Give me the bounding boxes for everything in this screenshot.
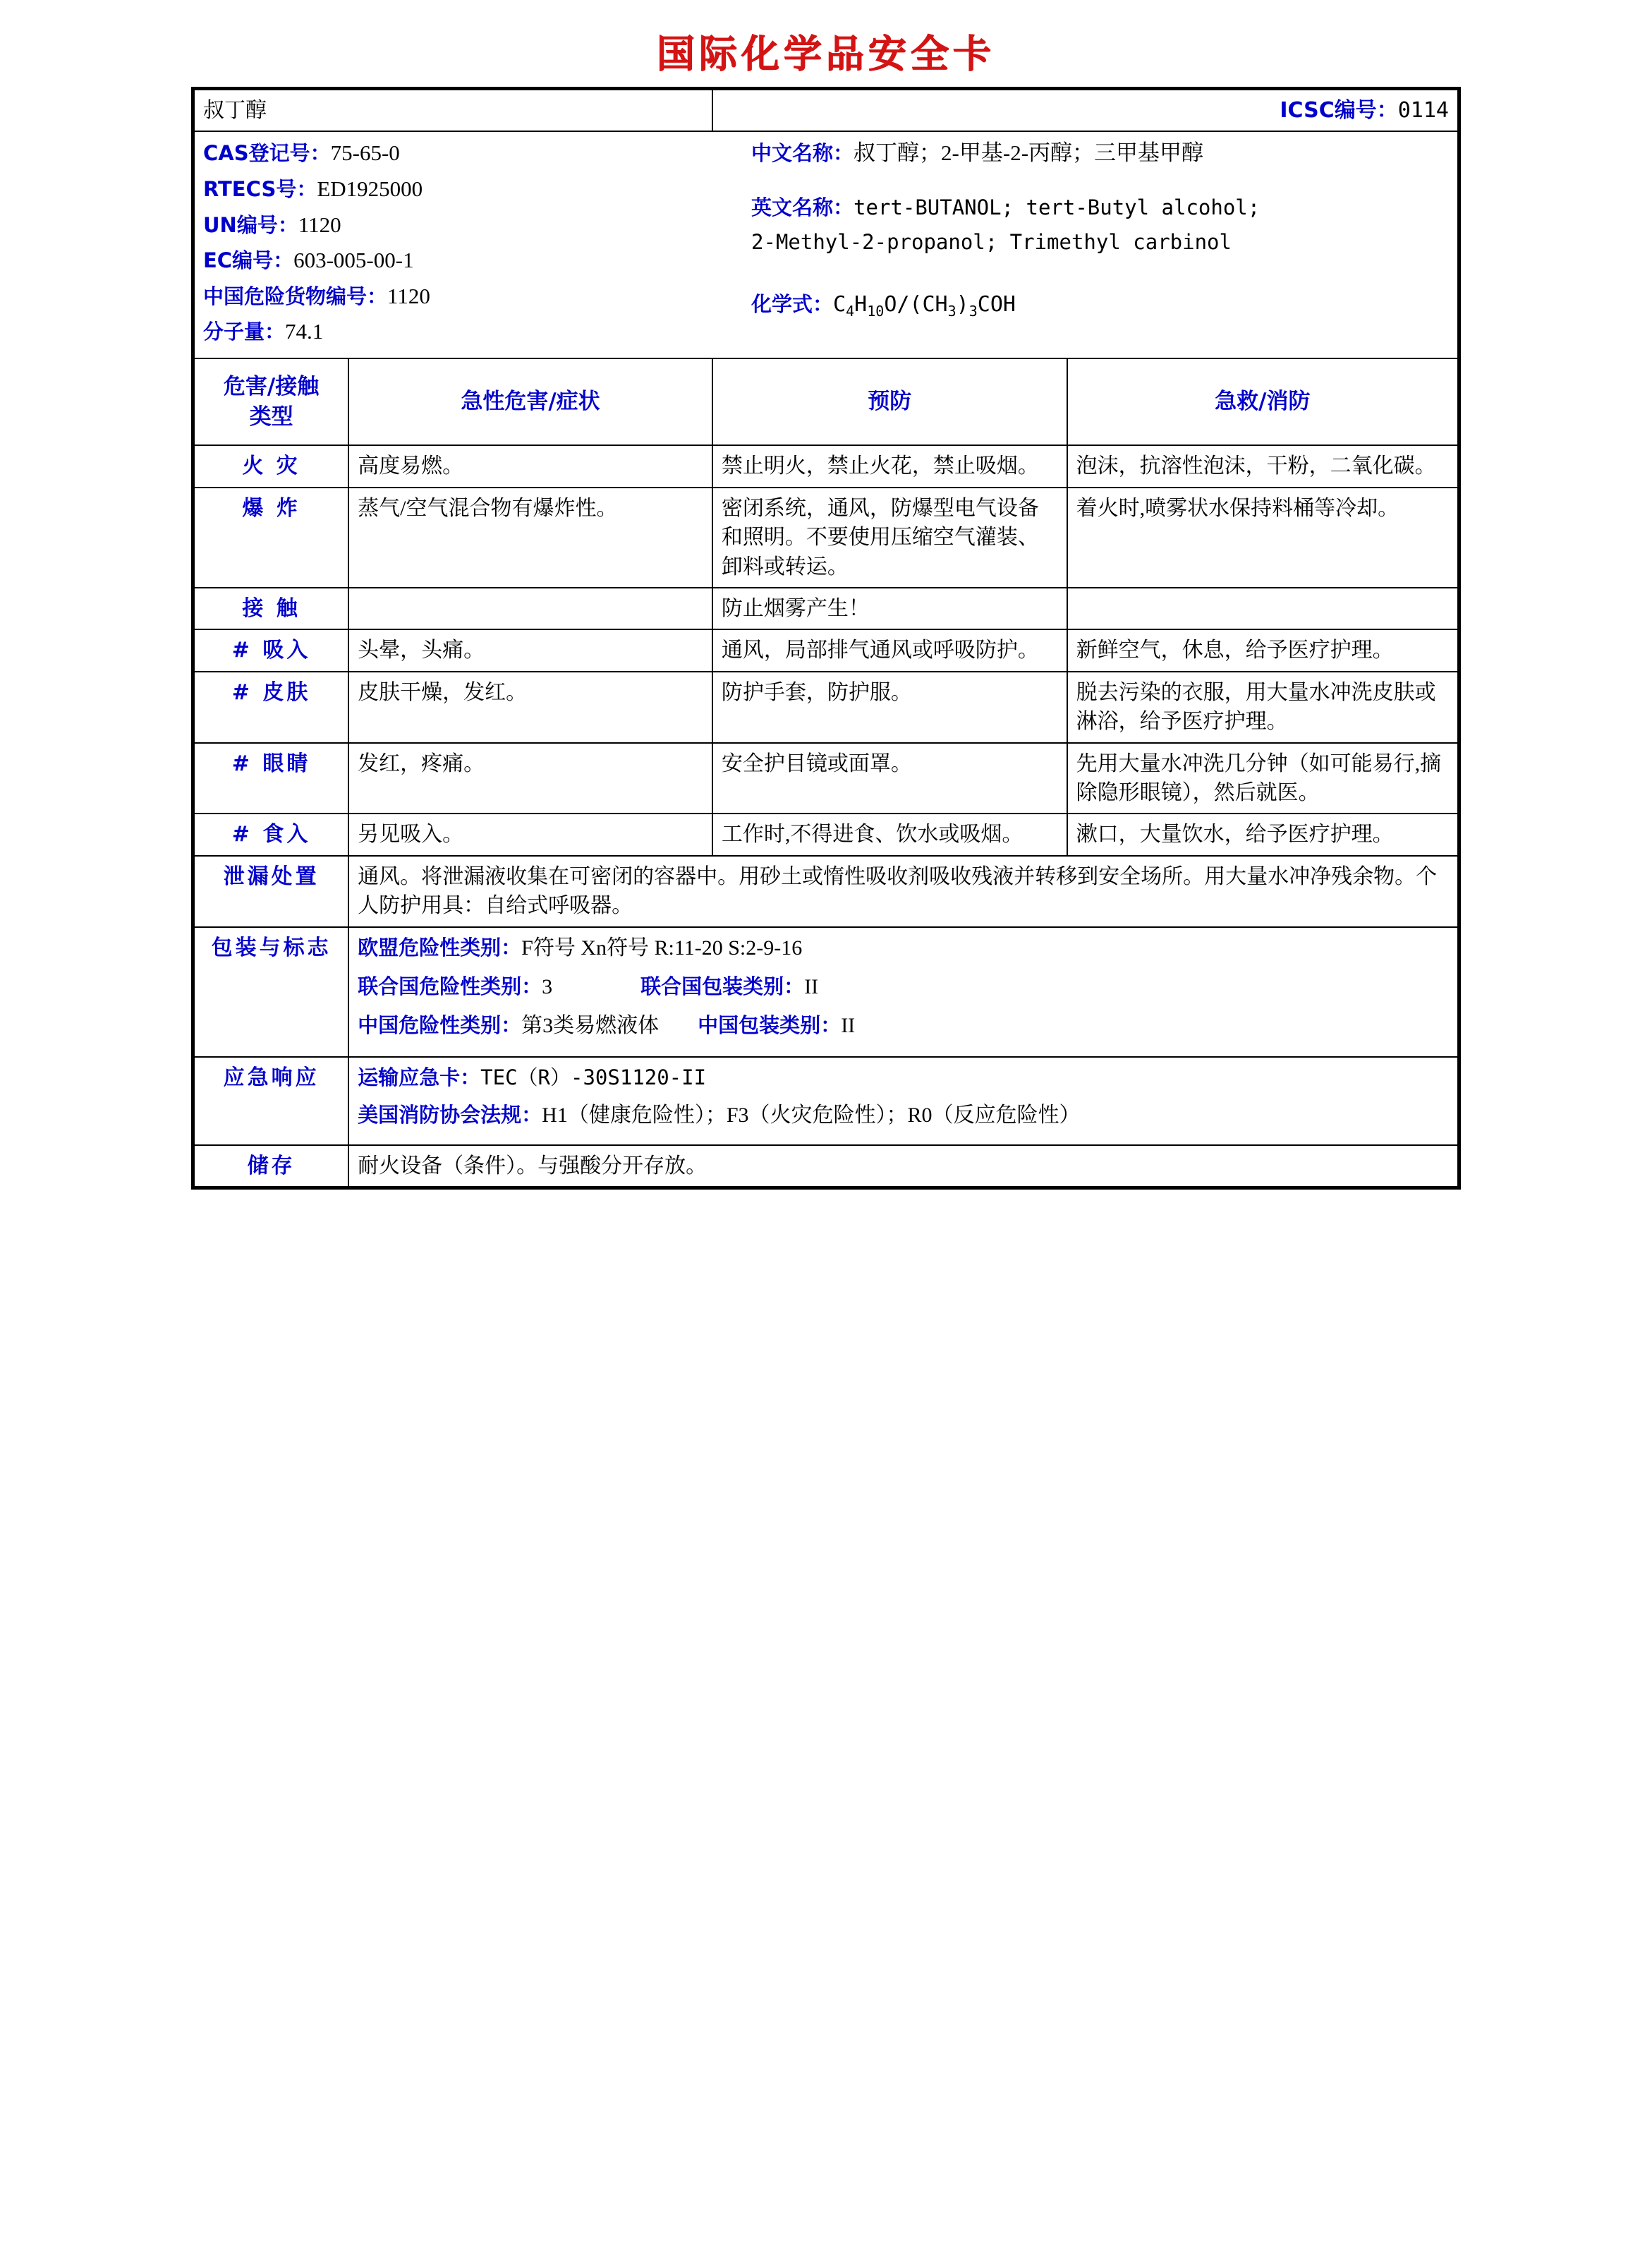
tec-value: TEC（R）-30S1120-II <box>480 1065 707 1089</box>
table-row-skin <box>194 672 1458 743</box>
category-skin: # 皮肤 <box>194 672 348 743</box>
table-row-explosion <box>194 488 1458 588</box>
storage-text: 耐火设备（条件）。与强酸分开存放。 <box>348 1145 1458 1187</box>
un-packing-group-label: 联合国包装类别： <box>640 974 805 998</box>
en-name-value-2: 2-Methyl-2-propanol; Trimethyl carbinol <box>751 229 1232 254</box>
table-row-spillage <box>194 856 1458 927</box>
substance-name: 叔丁醇 <box>194 90 712 131</box>
un-value: 1120 <box>298 212 341 237</box>
ingestion-hazard: 另见吸入。 <box>348 814 712 855</box>
rtecs-row <box>203 174 751 205</box>
mw-label: 分子量： <box>203 320 286 344</box>
identification-left-column <box>203 138 751 352</box>
ec-row <box>203 245 751 277</box>
table-row-eyes <box>194 743 1458 814</box>
table-row-packaging <box>194 927 1458 1057</box>
cn-packing-group-label: 中国包装类别： <box>698 1013 842 1038</box>
category-emergency-response: 应急响应 <box>194 1057 348 1145</box>
eu-hazard-class-value: F符号 Xn符号 R:11-20 S:2-9-16 <box>521 936 803 960</box>
table-row-emergency-response <box>194 1057 1458 1145</box>
column-header-prevention: 预防 <box>712 358 1067 446</box>
formula-row <box>751 290 1449 321</box>
identification-right-column <box>751 138 1449 352</box>
tec-label: 运输应急卡： <box>358 1065 481 1089</box>
ec-value: 603-005-00-1 <box>293 248 414 273</box>
inhalation-first-aid: 新鲜空气，休息，给予医疗护理。 <box>1067 629 1458 671</box>
molecular-weight-row <box>203 316 751 348</box>
ingestion-prevention: 工作时,不得进食、饮水或吸烟。 <box>712 814 1067 855</box>
exposure-first-aid <box>1067 588 1458 629</box>
packaging-content <box>348 927 1458 1057</box>
category-storage: 储存 <box>194 1145 348 1187</box>
fire-prevention: 禁止明火，禁止火花，禁止吸烟。 <box>712 445 1067 487</box>
rtecs-label: RTECS号： <box>203 176 317 201</box>
explosion-first-aid: 着火时,喷雾状水保持料桶等冷却。 <box>1067 488 1458 588</box>
column-header-row <box>194 358 1458 446</box>
explosion-hazard: 蒸气/空气混合物有爆炸性。 <box>348 488 712 588</box>
identification-row <box>194 131 1458 358</box>
column-header-hazard-type: 危害/接触 类型 <box>194 358 348 446</box>
un-packing-group-value: II <box>804 974 819 998</box>
emergency-response-content <box>348 1057 1458 1145</box>
eu-hazard-class-line <box>358 933 1449 962</box>
cn-name-value: 叔丁醇；2-甲基-2-丙醇；三甲基甲醇 <box>854 140 1204 166</box>
safety-card-table <box>193 89 1459 1187</box>
eu-hazard-class-label: 欧盟危险性类别： <box>358 935 522 960</box>
safety-card <box>191 87 1461 1190</box>
eyes-first-aid: 先用大量水冲洗几分钟（如可能易行,摘除隐形眼镜），然后就医。 <box>1067 743 1458 814</box>
un-class-line <box>358 972 1449 1001</box>
skin-hazard: 皮肤干燥，发红。 <box>348 672 712 743</box>
ec-label: EC编号： <box>203 248 294 273</box>
category-fire: 火 灾 <box>194 445 348 487</box>
column-header-first-aid: 急救/消防 <box>1067 358 1458 446</box>
category-eyes: # 眼睛 <box>194 743 348 814</box>
cn-name-label: 中文名称： <box>751 141 854 166</box>
table-row-fire <box>194 445 1458 487</box>
category-exposure: 接 触 <box>194 588 348 629</box>
category-explosion: 爆 炸 <box>194 488 348 588</box>
category-inhalation: # 吸入 <box>194 629 348 671</box>
tec-line <box>358 1063 1449 1092</box>
cas-row <box>203 138 751 169</box>
exposure-hazard <box>348 588 712 629</box>
cn-hazard-class-label: 中国危险性类别： <box>358 1013 522 1038</box>
cn-dangerous-value: 1120 <box>387 283 430 308</box>
cas-label: CAS登记号： <box>203 141 331 166</box>
table-row-inhalation <box>194 629 1458 671</box>
fire-first-aid: 泡沫，抗溶性泡沫，干粉，二氧化碳。 <box>1067 445 1458 487</box>
inhalation-prevention: 通风，局部排气通风或呼吸防护。 <box>712 629 1067 671</box>
identification-block <box>194 131 1458 358</box>
un-label: UN编号： <box>203 212 298 237</box>
cn-hazard-class-value: 第3类易燃液体 <box>521 1014 660 1038</box>
table-row-ingestion <box>194 814 1458 855</box>
cn-packing-group-value: II <box>841 1014 856 1038</box>
en-name-value-1: tert-BUTANOL; tert-Butyl alcohol; <box>854 195 1261 219</box>
inhalation-hazard: 头晕，头痛。 <box>348 629 712 671</box>
english-name-row <box>751 193 1449 224</box>
table-row-storage <box>194 1145 1458 1187</box>
eyes-hazard: 发红，疼痛。 <box>348 743 712 814</box>
category-packaging: 包装与标志 <box>194 927 348 1057</box>
exposure-prevention: 防止烟雾产生！ <box>712 588 1067 629</box>
card-header-row <box>194 90 1458 131</box>
category-ingestion: # 食入 <box>194 814 348 855</box>
page-title: 国际化学品安全卡 <box>657 32 995 76</box>
icsc-value: 0114 <box>1397 98 1449 123</box>
english-name-row-2 <box>751 228 1449 258</box>
un-class-value: 3 <box>542 974 553 998</box>
nfpa-value: H1（健康危险性）；F3（火灾危险性）；R0（反应危险性） <box>542 1104 1081 1127</box>
formula-label: 化学式： <box>751 292 834 317</box>
category-spillage: 泄漏处置 <box>194 856 348 927</box>
rtecs-value: ED1925000 <box>317 176 423 201</box>
icsc-number-cell <box>712 90 1458 131</box>
explosion-prevention: 密闭系统，通风，防爆型电气设备和照明。不要使用压缩空气灌装、卸料或转运。 <box>712 488 1067 588</box>
en-name-label: 英文名称： <box>751 195 854 219</box>
skin-first-aid: 脱去污染的衣服，用大量水冲洗皮肤或淋浴，给予医疗护理。 <box>1067 672 1458 743</box>
nfpa-label: 美国消防协会法规： <box>358 1103 542 1127</box>
cas-value: 75-65-0 <box>330 140 400 166</box>
table-row-exposure <box>194 588 1458 629</box>
chinese-name-row <box>751 138 1449 169</box>
un-row <box>203 210 751 241</box>
cn-class-line <box>358 1011 1449 1040</box>
fire-hazard: 高度易燃。 <box>348 445 712 487</box>
formula-value: $C_4H_{10}O/(CH_3)_3COH$ <box>833 292 1016 320</box>
nfpa-line <box>358 1101 1449 1130</box>
eyes-prevention: 安全护目镜或面罩。 <box>712 743 1067 814</box>
cn-dangerous-label: 中国危险货物编号： <box>203 284 388 308</box>
icsc-label: ICSC编号： <box>1280 98 1398 123</box>
ingestion-first-aid: 漱口，大量饮水，给予医疗护理。 <box>1067 814 1458 855</box>
skin-prevention: 防护手套，防护服。 <box>712 672 1067 743</box>
spillage-text: 通风。将泄漏液收集在可密闭的容器中。用砂土或惰性吸收剂吸收残液并转移到安全场所。用大量水冲净残余物。个人防护用具：自给式呼吸器。 <box>348 856 1458 927</box>
mw-value: 74.1 <box>285 319 324 344</box>
cn-dangerous-goods-row <box>203 281 751 313</box>
un-class-label: 联合国危险性类别： <box>358 974 542 998</box>
column-header-acute-hazards: 急性危害/症状 <box>348 358 712 446</box>
